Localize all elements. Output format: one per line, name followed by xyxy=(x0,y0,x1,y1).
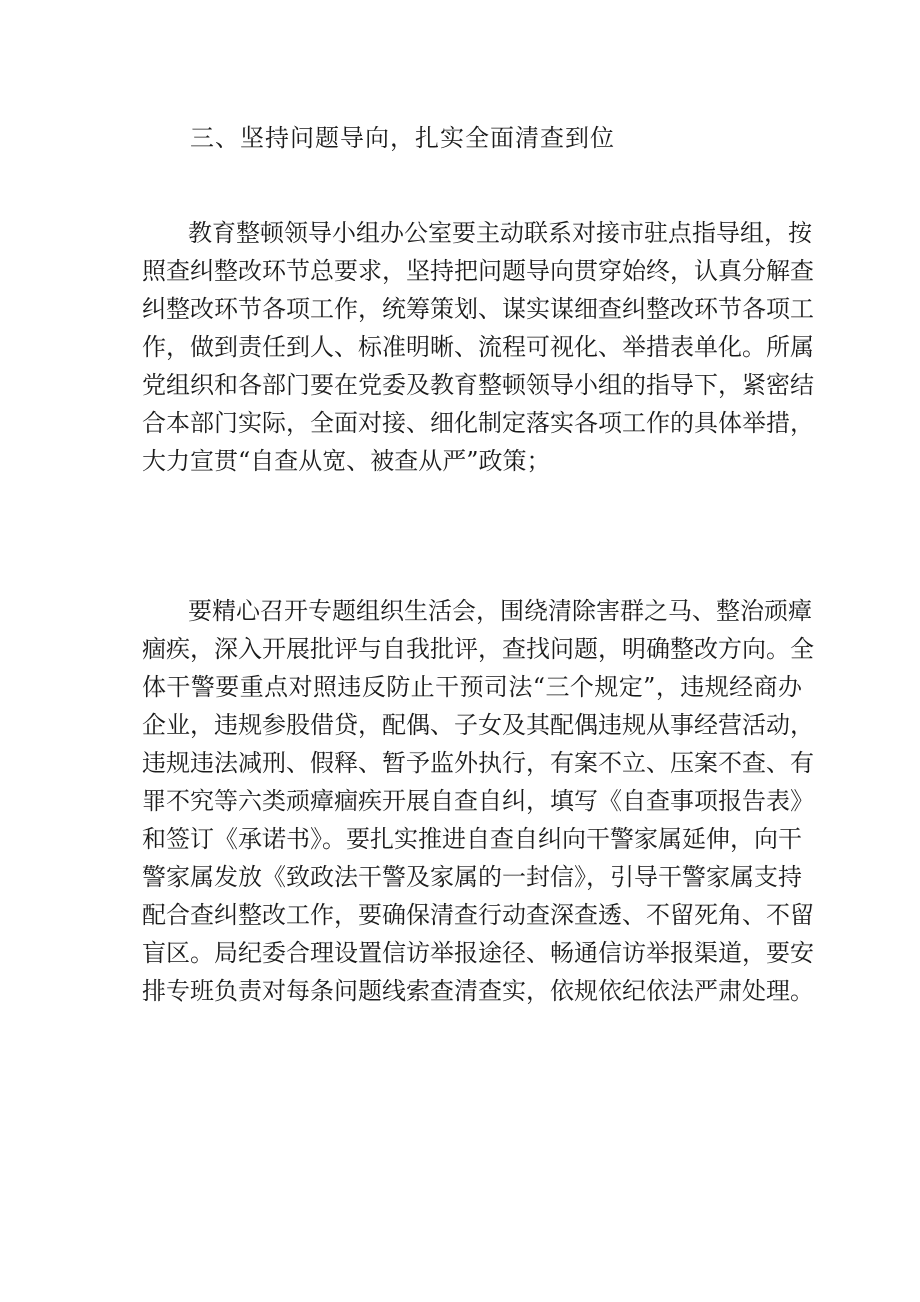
paragraph-line: 企业，违规参股借贷，配偶、子女及其配偶违规从事经营活动， xyxy=(142,711,814,739)
paragraph-line: 体干警要重点对照违反防止干预司法“三个规定”，违规经商办 xyxy=(142,673,802,701)
section-heading: 三、坚持问题导向，扎实全面清查到位 xyxy=(190,124,615,152)
paragraph-1 xyxy=(142,214,814,480)
paragraph-line: 罪不究等六类顽瘴痼疾开展自查自纠，填写《自查事项报告表》 xyxy=(142,787,814,815)
paragraph-line: 照查纠整改环节总要求，坚持把问题导向贯穿始终，认真分解查 xyxy=(142,257,814,285)
paragraph-line: 合本部门实际，全面对接、细化制定落实各项工作的具体举措， xyxy=(142,409,814,437)
paragraph-2 xyxy=(142,592,814,1010)
paragraph-line: 配合查纠整改工作，要确保清查行动查深查透、不留死角、不留 xyxy=(142,901,814,929)
paragraph-line: 党组织和各部门要在党委及教育整顿领导小组的指导下，紧密结 xyxy=(142,371,814,399)
paragraph-line: 违规违法减刑、假释、暂予监外执行，有案不立、压案不查、有 xyxy=(142,749,814,777)
paragraph-line: 要精心召开专题组织生活会，围绕清除害群之马、整治顽瘴 xyxy=(188,597,812,625)
paragraph-line: 排专班负责对每条问题线索查清查实，依规依纪依法严肃处理。 xyxy=(142,977,814,1005)
paragraph-line: 和签订《承诺书》。要扎实推进自查自纠向干警家属延伸，向干 xyxy=(142,825,802,853)
paragraph-line: 教育整顿领导小组办公室要主动联系对接市驻点指导组，按 xyxy=(188,219,812,247)
paragraph-line: 作，做到责任到人、标准明晰、流程可视化、举措表单化。所属 xyxy=(142,333,814,361)
paragraph-line: 盲区。局纪委合理设置信访举报途径、畅通信访举报渠道，要安 xyxy=(142,939,814,967)
paragraph-line: 痼疾，深入开展批评与自我批评，查找问题，明确整改方向。全 xyxy=(142,635,814,663)
paragraph-line: 纠整改环节各项工作，统筹策划、谋实谋细查纠整改环节各项工 xyxy=(142,295,814,323)
paragraph-line: 大力宣贯“自查从宽、被查从严”政策； xyxy=(142,447,551,475)
paragraph-line: 警家属发放《致政法干警及家属的一封信》，引导干警家属支持 xyxy=(142,863,802,891)
